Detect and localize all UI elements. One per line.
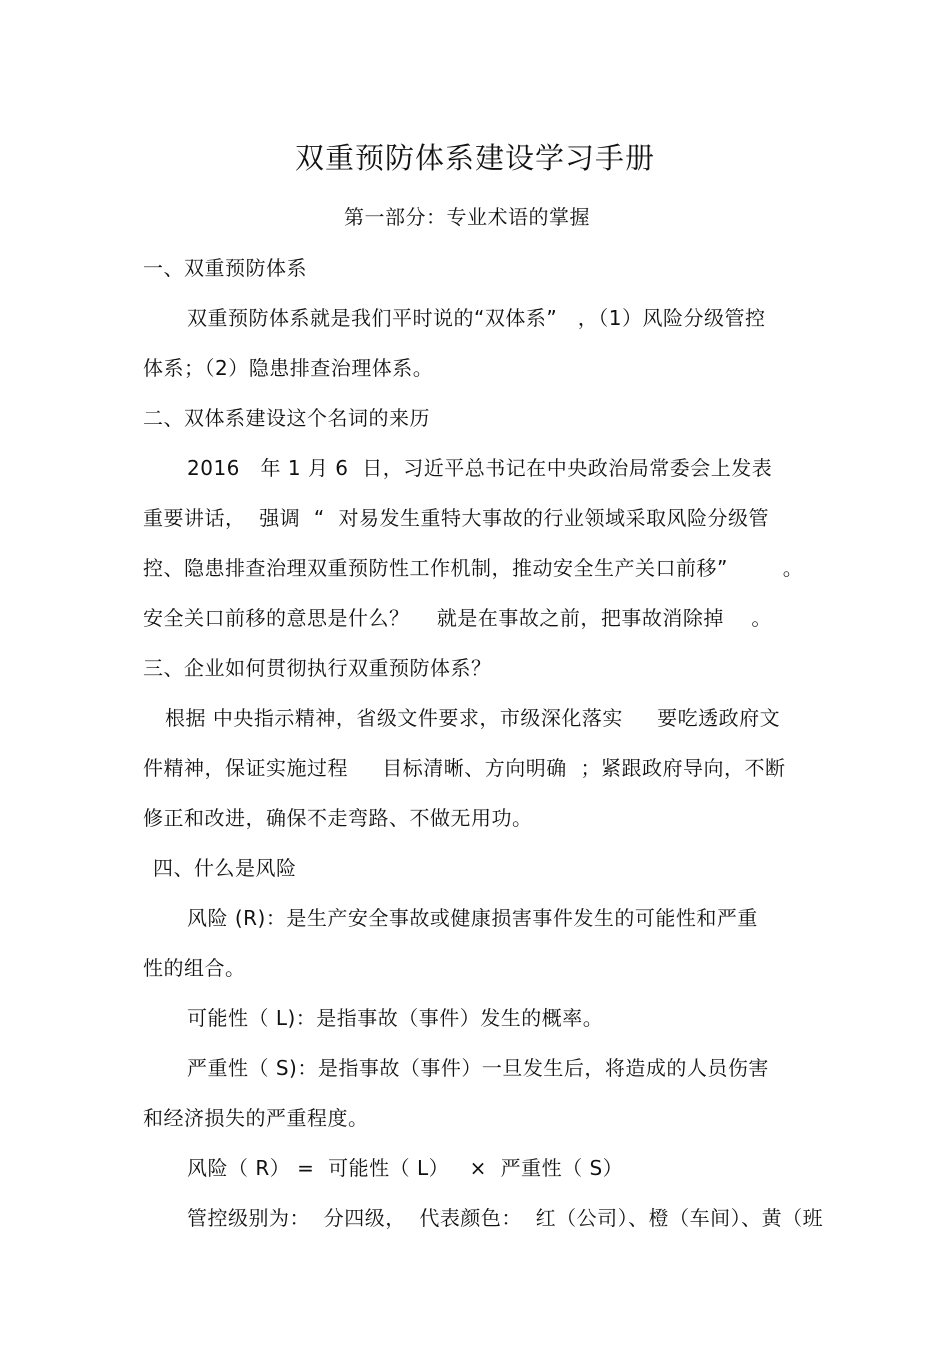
paragraph-line: 根据 中央指示精神，省级文件要求，市级深化落实 要吃透政府文 — [165, 706, 781, 730]
heading-3: 三、企业如何贯彻执行双重预防体系？ — [143, 656, 492, 680]
paragraph-line: 管控级别为： 分四级， 代表颜色： 红（公司）、橙（车间）、黄（班 — [187, 1206, 824, 1230]
heading-2: 二、双体系建设这个名词的来历 — [143, 406, 430, 430]
paragraph-line: 性的组合。 — [143, 956, 246, 980]
paragraph-line: 控、隐患排查治理双重预防性工作机制，推动安全生产关口前移” 。 — [143, 556, 804, 580]
paragraph-line: 和经济损失的严重程度。 — [143, 1106, 369, 1130]
paragraph-line: 修正和改进，确保不走弯路、不做无用功。 — [143, 806, 533, 830]
paragraph-line: 严重性（ S)：是指事故（事件）一旦发生后，将造成的人员伤害 — [187, 1056, 769, 1080]
paragraph-line: 可能性（ L)：是指事故（事件）发生的概率。 — [187, 1006, 604, 1030]
formula-line: 风险（ R） = 可能性（ L） × 严重性（ S） — [187, 1156, 624, 1180]
heading-1: 一、双重预防体系 — [143, 256, 307, 280]
paragraph-line: 体系；（2）隐患排查治理体系。 — [143, 356, 434, 380]
paragraph-line: 件精神，保证实施过程 目标清晰、方向明确 ；紧跟政府导向，不断 — [143, 756, 786, 780]
paragraph-line: 风险 (R)：是生产安全事故或健康损害事件发生的可能性和严重 — [187, 906, 758, 930]
section-subtitle: 第一部分：专业术语的掌握 — [344, 205, 590, 229]
paragraph-line: 2016 年 1 月 6 日，习近平总书记在中央政治局常委会上发表 — [187, 456, 773, 480]
heading-4: 四、什么是风险 — [153, 856, 297, 880]
document-title: 双重预防体系建设学习手册 — [294, 141, 655, 175]
paragraph-line: 重要讲话， 强调 “ 对易发生重特大事故的行业领域采取风险分级管 — [143, 506, 770, 530]
paragraph-line: 安全关口前移的意思是什么？ 就是在事故之前，把事故消除掉 。 — [143, 606, 772, 630]
paragraph-line: 双重预防体系就是我们平时说的“双体系” ，（1）风险分级管控 — [187, 306, 766, 330]
